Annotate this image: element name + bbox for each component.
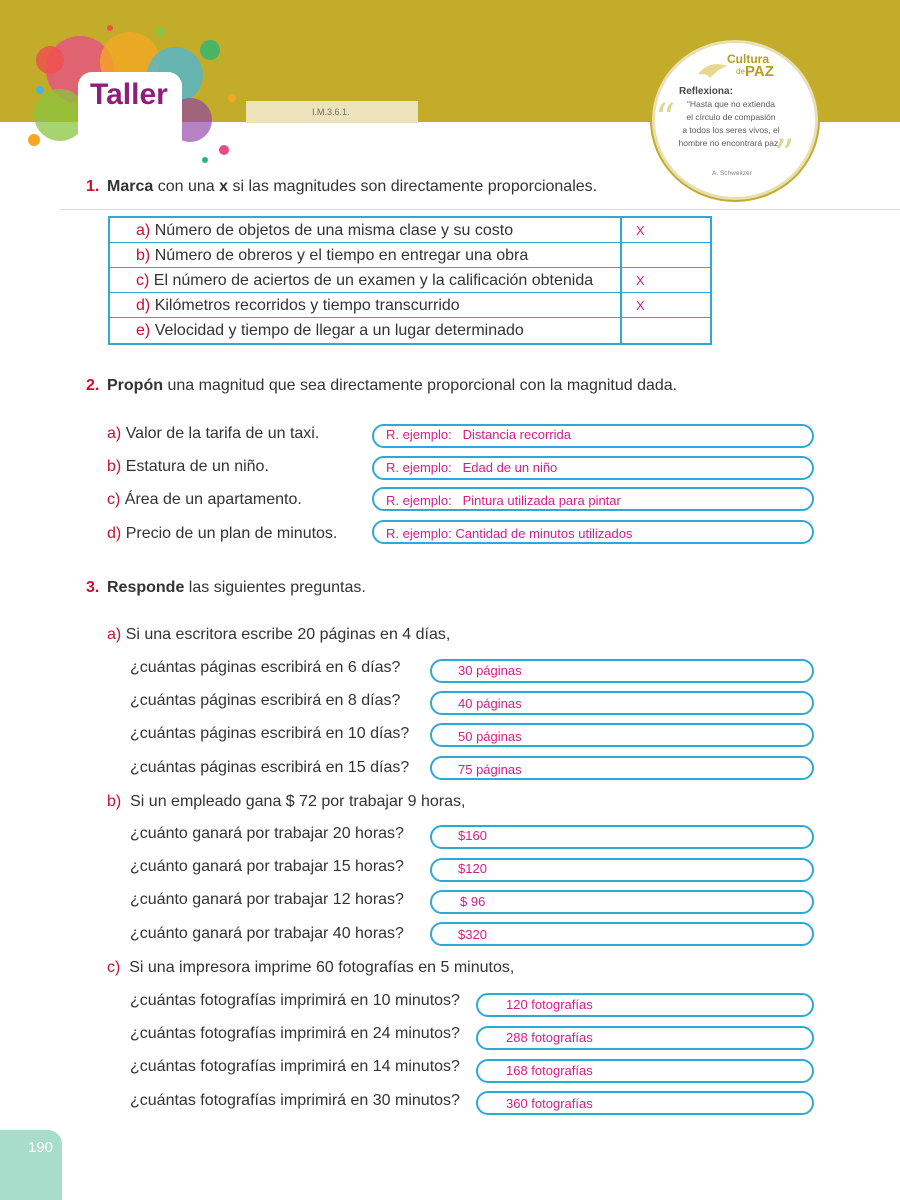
quote-line: “Hasta que no extienda	[687, 99, 775, 109]
question-text: ¿cuántas fotografías imprimirá en 24 minutos?	[130, 1025, 460, 1042]
item-text: Valor de la tarifa de un taxi.	[125, 425, 320, 442]
q2-verb: Propón	[107, 377, 163, 394]
answer-text: R. ejemplo: Edad de un niño	[386, 460, 558, 475]
q2-item-c	[107, 491, 302, 509]
answer-field[interactable]	[430, 825, 814, 849]
row-mark[interactable]: X	[636, 298, 645, 313]
question-text: ¿cuántas fotografías imprimirá en 14 minutos?	[130, 1058, 460, 1075]
q1-table	[108, 216, 712, 345]
dove-icon	[696, 58, 730, 80]
answer-text: R. ejemplo: Cantidad de minutos utilizados	[386, 526, 633, 541]
question-text: ¿cuántas fotografías imprimirá en 30 minutos?	[130, 1092, 460, 1109]
answer-text: 120 fotografías	[506, 997, 593, 1012]
question-text: ¿cuánto ganará por trabajar 40 horas?	[130, 925, 404, 942]
answer-text: $ 96	[460, 894, 486, 909]
row-letter: b)	[136, 247, 151, 264]
answer-text: 288 fotografías	[506, 1030, 593, 1045]
answer-text: 75 páginas	[458, 762, 522, 777]
q2-number: 2.	[86, 377, 100, 394]
page-title: Taller	[90, 78, 168, 111]
question-text: ¿cuánto ganará por trabajar 12 horas?	[130, 891, 404, 908]
q1-x: x	[219, 178, 228, 195]
item-letter: c)	[107, 491, 121, 508]
answer-text: $160	[458, 828, 487, 843]
row-mark[interactable]: X	[636, 273, 645, 288]
q2-item-d	[107, 525, 337, 543]
row-text: Número de objetos de una misma clase y su costo	[154, 222, 514, 239]
question-text: ¿cuántas páginas escribirá en 6 días?	[130, 659, 401, 676]
question-text: ¿cuántas páginas escribirá en 15 días?	[130, 759, 410, 776]
q3-number: 3.	[86, 579, 100, 596]
question-text: ¿cuánto ganará por trabajar 20 horas?	[130, 825, 404, 842]
header-divider	[60, 209, 900, 210]
answer-field[interactable]	[430, 858, 814, 882]
answer-text: 50 páginas	[458, 729, 522, 744]
paz-label: PAZ	[745, 63, 774, 80]
answer-field[interactable]	[430, 890, 814, 914]
item-letter: b)	[107, 458, 122, 475]
page-number: 190	[28, 1139, 54, 1156]
quote-line: a todos los seres vivos, el	[682, 125, 780, 135]
reflexiona-label: Reflexiona:	[679, 86, 733, 97]
q3-verb: Responde	[107, 579, 185, 596]
q2-instruction	[107, 377, 677, 395]
row-letter: c)	[136, 272, 150, 289]
item-letter: d)	[107, 525, 122, 542]
question-text: ¿cuántas páginas escribirá en 10 días?	[130, 725, 410, 742]
answer-text: $120	[458, 861, 487, 876]
answer-text: 168 fotografías	[506, 1063, 593, 1078]
q2-text: una magnitud que sea directamente proporcional con la magnitud dada.	[167, 377, 678, 394]
paz-quote	[676, 98, 786, 150]
quote-author: A. Schweitzer	[712, 170, 752, 177]
q1-instruction	[107, 178, 597, 196]
question-text: ¿cuánto ganará por trabajar 15 horas?	[130, 858, 404, 875]
row-letter: d)	[136, 297, 151, 314]
quote-line: el círculo de compasión	[686, 112, 776, 122]
answer-text: 40 páginas	[458, 696, 522, 711]
q1-text-b: si las magnitudes son directamente proporcionales.	[232, 178, 598, 195]
answer-text: 30 páginas	[458, 663, 522, 678]
q1-text-a: con una	[157, 178, 215, 195]
answer-text: 360 fotografías	[506, 1096, 593, 1111]
q3-instruction	[107, 579, 366, 597]
q1-number: 1.	[86, 178, 100, 195]
answer-text: $320	[458, 927, 487, 942]
row-text: Número de obreros y el tiempo en entregar una obra	[154, 247, 529, 264]
item-text: Área de un apartamento.	[124, 491, 302, 508]
quote-line: hombre no encontrará paz.”	[678, 138, 784, 148]
q3a-intro: a) Si una escritora escribe 20 páginas en 4 días,	[107, 626, 451, 643]
answer-field[interactable]	[430, 922, 814, 946]
question-text: ¿cuántas fotografías imprimirá en 10 minutos?	[130, 992, 460, 1009]
answer-text: R. ejemplo: Distancia recorrida	[386, 427, 571, 442]
row-mark[interactable]: X	[636, 223, 645, 238]
table-column-divider	[620, 218, 622, 343]
open-quote-icon: “	[655, 96, 676, 142]
q3c-intro: c) Si una impresora imprime 60 fotografías en 5 minutos,	[107, 959, 515, 976]
question-text: ¿cuántas páginas escribirá en 8 días?	[130, 692, 401, 709]
q2-item-b	[107, 458, 269, 476]
q3-text: las siguientes preguntas.	[188, 579, 366, 596]
item-text: Estatura de un niño.	[125, 458, 269, 475]
row-text: Kilómetros recorridos y tiempo transcurrido	[154, 297, 460, 314]
item-letter: a)	[107, 425, 122, 442]
q1-verb: Marca	[107, 178, 154, 195]
q2-item-a	[107, 425, 319, 443]
q3b-intro: b) Si un empleado gana $ 72 por trabajar 9 horas,	[107, 793, 466, 810]
paz-de-label: de	[736, 67, 745, 76]
row-letter: a)	[136, 222, 151, 239]
item-text: Precio de un plan de minutos.	[125, 525, 338, 542]
answer-text: R. ejemplo: Pintura utilizada para pintar	[386, 493, 621, 508]
paz-cultura-label: Cultura	[727, 52, 769, 66]
curriculum-code: I.M.3.6.1.	[246, 101, 418, 123]
close-quote-icon: ”	[774, 132, 795, 178]
row-text: Velocidad y tiempo de llegar a un lugar determinado	[154, 322, 524, 339]
row-text: El número de aciertos de un examen y la calificación obtenida	[153, 272, 594, 289]
row-letter: e)	[136, 322, 151, 339]
